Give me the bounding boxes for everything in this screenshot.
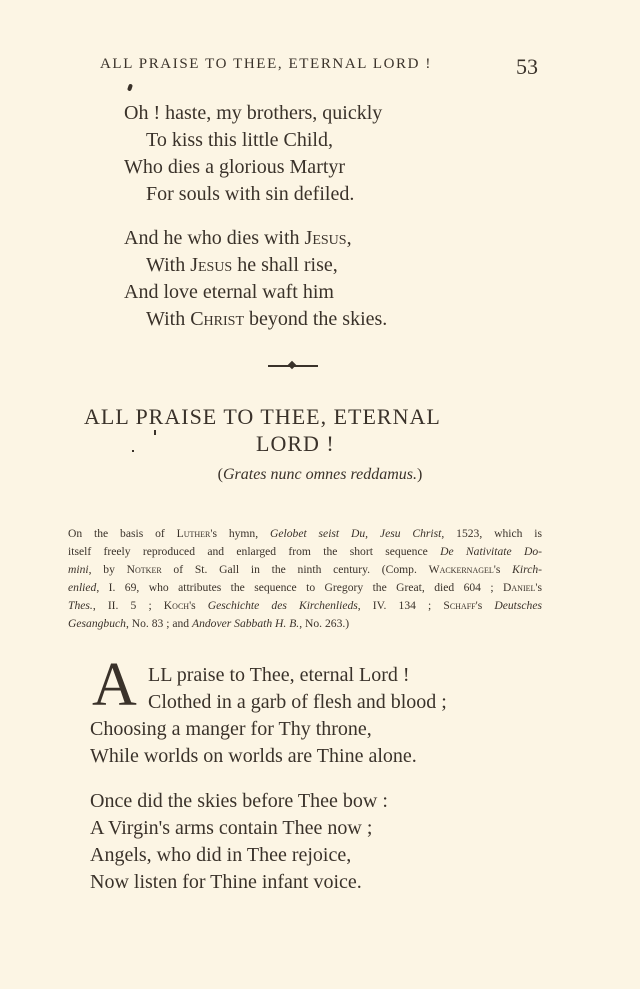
verse-line: To kiss this little Child, [146,129,333,151]
verse-line: A Virgin's arms contain Thee now ; [90,817,373,839]
drop-cap: A [92,651,137,719]
running-head: ALL PRAISE TO THEE, ETERNAL LORD ! [100,56,433,72]
verse-line: Choosing a manger for Thy throne, [90,718,372,740]
note-line: itself freely reproduced and enlarged from the short sequence De Nativitate Do- [68,545,542,558]
verse-line: Oh ! haste, my brothers, quickly [124,102,383,124]
verse-line: LL praise to Thee, eternal Lord ! [148,664,410,686]
hymn-stanza-1-bottom [90,716,417,770]
verse-line: Clothed in a garb of flesh and blood ; [148,691,447,713]
note-line: enlied, I. 69, who attributes the sequence to Gregory the Great, died 604 ; Daniel's [68,581,542,594]
hymn-title-line-1: ALL PRAISE TO THEE, ETERNAL [84,404,441,429]
previous-hymn-stanza-2 [124,225,387,333]
previous-hymn-stanza-1 [124,100,382,208]
verse-line: And he who dies with Jesus, [124,227,352,249]
note-line: On the basis of Luther's hymn, Gelobet seist Du, Jesu Christ, 1523, which is [68,527,543,540]
hymn-stanza-2 [90,788,388,896]
hymn-stanza-1-top [148,662,447,716]
verse-line: With Christ beyond the skies. [146,308,388,330]
ink-mark [154,430,156,435]
source-note [68,525,542,633]
hymn-title-line-2: LORD ! [256,431,335,456]
page-number: 53 [516,54,538,79]
latin-title: (Grates nunc omnes reddamus.) [217,466,423,483]
verse-line: Angels, who did in Thee rejoice, [90,844,352,866]
note-line: Thes., II. 5 ; Koch's Geschichte des Kirchenlieds, IV. 134 ; Schaff's Deutsches [68,599,542,612]
ink-mark [132,450,134,452]
verse-line: And love eternal waft him [124,281,334,303]
verse-line: Once did the skies before Thee bow : [90,790,388,812]
verse-line: Now listen for Thine infant voice. [90,871,362,893]
note-line: mini, by Notker of St. Gall in the ninth century. (Comp. Wackernagel's Kirch- [68,563,542,576]
verse-line: For souls with sin defiled. [146,183,355,205]
verse-line: With Jesus he shall rise, [146,254,338,276]
verse-line: Who dies a glorious Martyr [124,156,346,178]
verse-line: While worlds on worlds are Thine alone. [90,745,417,767]
note-line: Gesangbuch, No. 83 ; and Andover Sabbath H. B., No. 263.) [68,617,350,630]
section-ornament [268,360,318,372]
ink-mark [127,84,133,92]
